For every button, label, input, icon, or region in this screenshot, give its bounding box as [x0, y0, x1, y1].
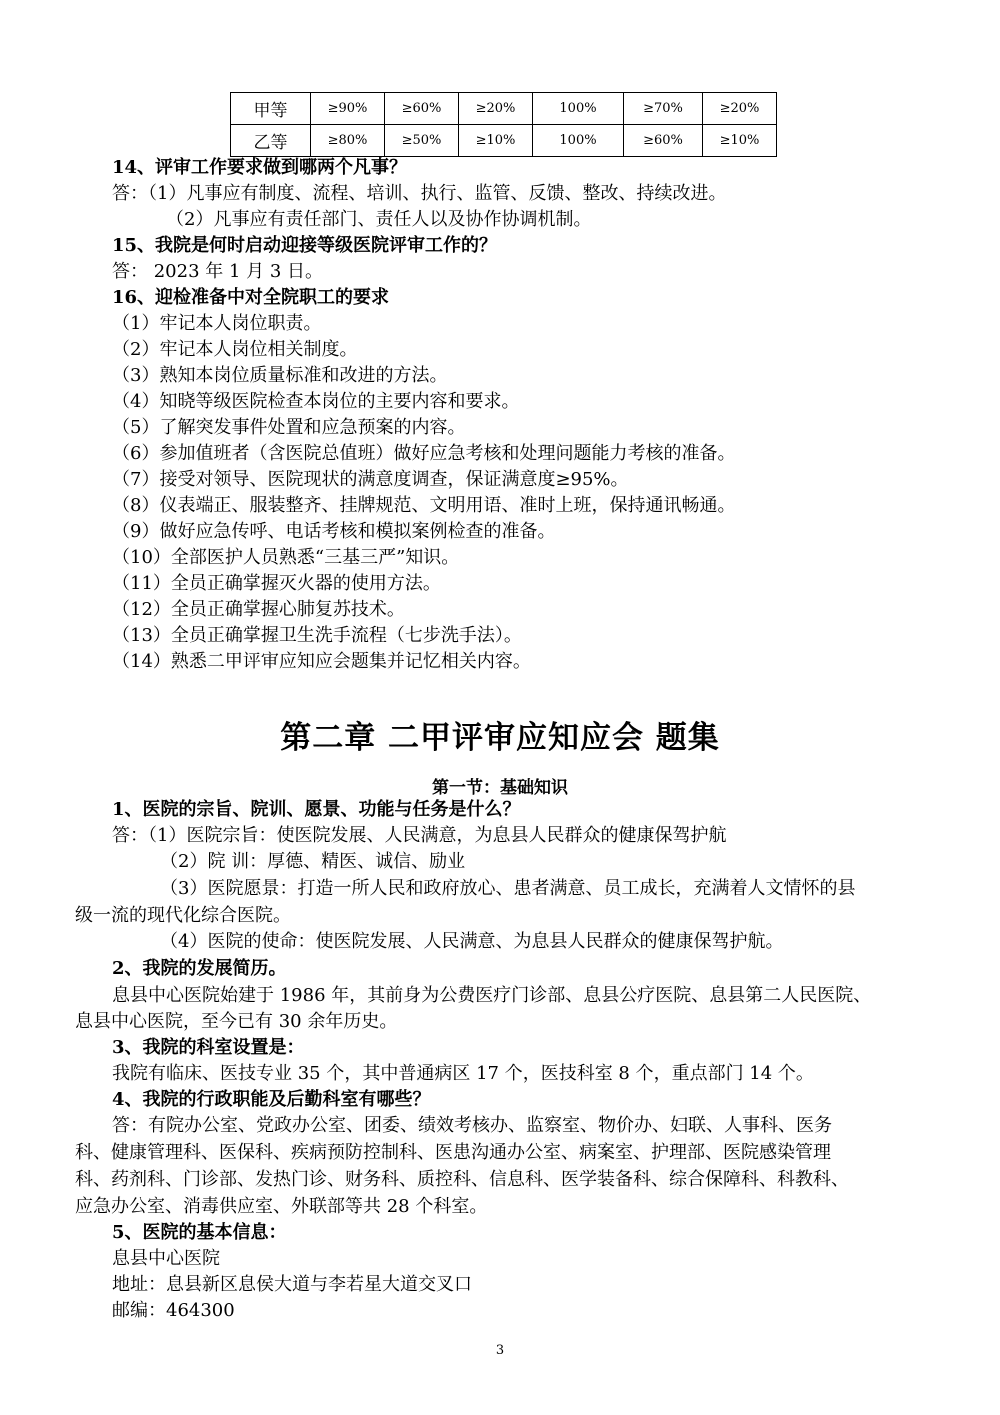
table-cell: ≥70%	[624, 93, 703, 125]
question-heading: 4、我院的行政职能及后勤科室有哪些？	[112, 1089, 431, 1110]
table-cell: ≥90%	[311, 93, 385, 125]
table-cell: 甲等	[231, 93, 311, 125]
list-item: （12）全员正确掌握心肺复苏技术。	[112, 599, 405, 620]
question-heading: 2、我院的发展简历。	[112, 958, 287, 979]
answer-text: 答：（1）凡事应有制度、流程、培训、执行、监管、反馈、整改、持续改进。	[112, 183, 727, 204]
question-heading: 5、医院的基本信息：	[112, 1222, 287, 1243]
list-item: （5）了解突发事件处置和应急预案的内容。	[112, 417, 466, 438]
answer-text: 地址：息县新区息侯大道与李若星大道交叉口	[112, 1274, 472, 1295]
list-item: （11）全员正确掌握灭火器的使用方法。	[112, 573, 441, 594]
list-item: （7）接受对领导、医院现状的满意度调查，保证满意度≥95%。	[112, 469, 629, 490]
list-item: （9）做好应急传呼、电话考核和模拟案例检查的准备。	[112, 521, 556, 542]
table-row	[231, 93, 777, 125]
table-cell: ≥10%	[703, 125, 777, 157]
answer-text: 应急办公室、消毒供应室、外联部等共 28 个科室。	[75, 1196, 488, 1217]
answer-text: （2）凡事应有责任部门、责任人以及协作协调机制。	[166, 209, 592, 230]
question-heading: 1、医院的宗旨、院训、愿景、功能与任务是什么？	[112, 799, 521, 820]
list-item: （14）熟悉二甲评审应知应会题集并记忆相关内容。	[112, 651, 531, 672]
grade-table	[230, 92, 777, 157]
question-heading: 3、我院的科室设置是：	[112, 1037, 305, 1058]
table-cell: ≥60%	[385, 93, 459, 125]
answer-text: 答：（1）医院宗旨：使医院发展、人民满意，为息县人民群众的健康保驾护航	[112, 825, 727, 846]
list-item: （3）熟知本岗位质量标准和改进的方法。	[112, 365, 448, 386]
section-title: 第一节：基础知识	[432, 778, 568, 798]
answer-text: 息县中心医院	[112, 1248, 220, 1269]
list-item: （4）知晓等级医院检查本岗位的主要内容和要求。	[112, 391, 520, 412]
answer-text: 科、健康管理科、医保科、疾病预防控制科、医患沟通办公室、病案室、护理部、医院感染管理	[75, 1142, 831, 1163]
answer-text: （3）医院愿景：打造一所人民和政府放心、患者满意、员工成长，充满着人文情怀的县	[160, 878, 856, 899]
list-item: （10）全部医护人员熟悉“三基三严”知识。	[112, 547, 460, 568]
answer-text: 邮编：464300	[112, 1300, 235, 1321]
table-cell: 100%	[533, 93, 624, 125]
chapter-title: 第二章 二甲评审应知应会 题集	[280, 720, 720, 756]
list-item: （8）仪表端正、服装整齐、挂牌规范、文明用语、准时上班，保持通讯畅通。	[112, 495, 736, 516]
answer-text: （2）院 训：厚德、精医、诚信、励业	[160, 851, 466, 872]
question-heading: 16、迎检准备中对全院职工的要求	[112, 287, 390, 308]
list-item: （2）牢记本人岗位相关制度。	[112, 339, 358, 360]
table-cell: ≥60%	[624, 125, 703, 157]
table-cell: 乙等	[231, 125, 311, 157]
answer-text: 息县中心医院，至今已有 30 余年历史。	[75, 1011, 398, 1032]
table-row	[231, 125, 777, 157]
list-item: （13）全员正确掌握卫生洗手流程（七步洗手法）。	[112, 625, 522, 646]
list-item: （1）牢记本人岗位职责。	[112, 313, 322, 334]
table-cell: ≥20%	[459, 93, 533, 125]
question-heading: 14、评审工作要求做到哪两个凡事？	[112, 157, 408, 178]
answer-text: 我院有临床、医技专业 35 个，其中普通病区 17 个，医技科室 8 个，重点部门 14 个。	[112, 1063, 814, 1084]
answer-text: 息县中心医院始建于 1986 年，其前身为公费医疗门诊部、息县公疗医院、息县第二人民医院、	[112, 985, 872, 1006]
question-heading: 15、我院是何时启动迎接等级医院评审工作的？	[112, 235, 498, 256]
table-cell: ≥20%	[703, 93, 777, 125]
answer-text: 科、药剂科、门诊部、发热门诊、财务科、质控科、信息科、医学装备科、综合保障科、科教科、	[75, 1169, 849, 1190]
table-cell: ≥80%	[311, 125, 385, 157]
answer-text: 答：有院办公室、党政办公室、团委、绩效考核办、监察室、物价办、妇联、人事科、医务	[112, 1115, 832, 1136]
answer-text: （4）医院的使命：使医院发展、人民满意、为息县人民群众的健康保驾护航。	[160, 931, 784, 952]
table-cell: ≥50%	[385, 125, 459, 157]
table-cell: ≥10%	[459, 125, 533, 157]
answer-text: 答： 2023 年 1 月 3 日。	[112, 261, 324, 282]
list-item: （6）参加值班者（含医院总值班）做好应急考核和处理问题能力考核的准备。	[112, 443, 736, 464]
answer-text: 级一流的现代化综合医院。	[75, 905, 291, 926]
table-cell: 100%	[533, 125, 624, 157]
page-number: 3	[495, 1343, 505, 1358]
